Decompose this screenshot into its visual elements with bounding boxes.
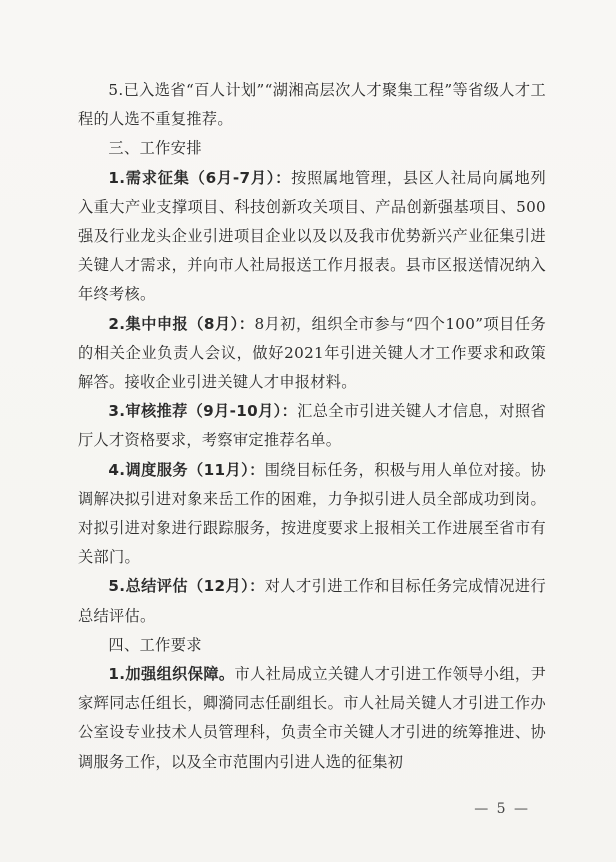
section-heading-work-requirements: 四、工作要求: [108, 635, 202, 654]
paragraph-summary-evaluation: [78, 572, 546, 630]
paragraph-centralized-application: [78, 310, 546, 398]
item-text: 围绕目标任务，积极与用人单位对接。协调解决拟引进对象来岳工作的困难，力争拟引进人员全部成功到岗。对拟引进对象进行跟踪服务，按进度要求上报相关工作进展至省市有关部门。: [78, 460, 546, 567]
item-text: 汇总全市引进关键人才信息，对照省厅人才资格要求，考察审定推荐名单。: [78, 402, 546, 450]
item-label: 1.需求征集（6月-7月）：: [108, 168, 292, 187]
item-label: 1.加强组织保障。: [108, 665, 235, 684]
item-label: 4.调度服务（11月）：: [108, 460, 265, 479]
item-text: 市人社局成立关键人才引进工作领导小组，尹家辉同志任组长，卿漪同志任副组长。市人社局关键人才引进工作办公室设专业技术人员管理科，负责全市关键人才引进的统筹推进、协调服务工作，以及全市范围内引进人选的征集初: [78, 665, 546, 771]
document-body: [78, 76, 546, 777]
item-label: 5.总结评估（12月）：: [108, 577, 265, 596]
paragraph-dispatch-service: [78, 456, 546, 573]
page-number: — 5 —: [474, 801, 530, 817]
paragraph-review-recommendation: [78, 397, 546, 455]
item-label: 3.审核推荐（9月-10月）：: [108, 402, 298, 421]
item-text: 按照属地管理，县区人社局向属地列入重大产业支撑项目、科技创新攻关项目、产品创新强基项目、500强及行业龙头企业引进项目企业以及以及我市优势新兴产业征集引进关键人才需求，并向市人社局报送工作月报表。县市区报送情况纳入年终考核。: [78, 168, 546, 304]
item-text: 对人才引进工作和目标任务完成情况进行总结评估。: [78, 577, 546, 625]
item-label: 2.集中申报（8月）：: [108, 314, 255, 333]
paragraph-item5-prev: 5.已入选省“百人计划”“湖湘高层次人才聚集工程”等省级人才工程的人选不重复推荐。: [78, 81, 546, 129]
paragraph-organizational-guarantee: [78, 660, 546, 777]
item-text: 8月初，组织全市参与“四个100”项目任务的相关企业负责人会议，做好2021年引进关键人才工作要求和政策解答。接收企业引进关键人才申报材料。: [78, 314, 547, 392]
section-heading-work-arrangement: 三、工作安排: [108, 139, 202, 158]
paragraph-demand-collection: [78, 164, 546, 310]
